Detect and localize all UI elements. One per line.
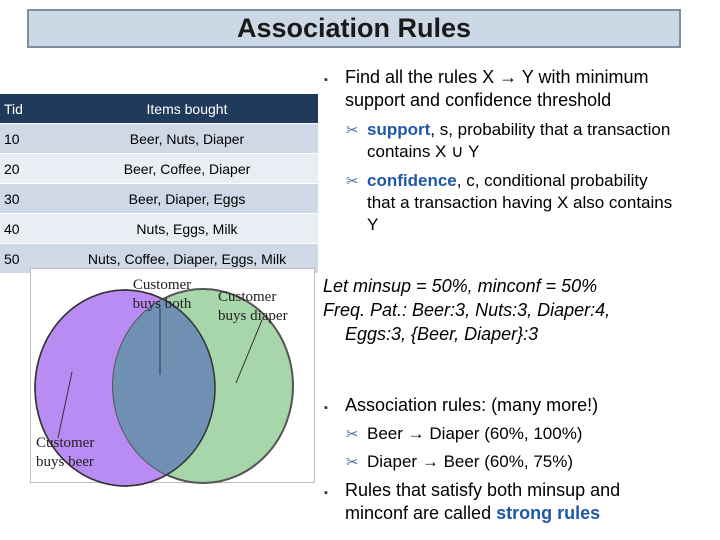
items-cell: Beer, Diaper, Eggs	[56, 184, 318, 214]
confidence-term: confidence	[367, 171, 457, 190]
scissors-icon: ✂	[346, 122, 359, 139]
label-customer-buys-diaper: Customer buys diaper	[218, 289, 288, 324]
confidence-def-line3: Y	[367, 215, 379, 234]
square-bullet-icon: ▪	[324, 402, 328, 414]
rules-heading: Association rules: (many more!)	[345, 395, 599, 415]
table-header-row	[0, 94, 318, 124]
freq-patterns-line2: Eggs:3, {Beer, Diaper}:3	[345, 324, 539, 344]
column-header-tid: Tid	[4, 100, 23, 117]
strong-rules-term: strong rules	[496, 503, 601, 523]
rule-antecedent: Diaper	[367, 452, 418, 471]
items-cell: Nuts, Eggs, Milk	[56, 214, 318, 244]
column-header-items: Items bought	[146, 100, 228, 117]
tid-cell: 10	[0, 124, 56, 154]
page-title: Association Rules	[236, 13, 472, 43]
bullet-text: Find all the rules X	[345, 67, 495, 87]
bullet-text-cont: Y with minimum	[521, 67, 649, 87]
transactions-table	[0, 94, 318, 273]
arrow-right-icon: →	[421, 452, 439, 471]
title-bar	[27, 9, 681, 48]
minsup-minconf-line: Let minsup = 50%, minconf = 50%	[323, 276, 598, 296]
tid-cell: 50	[0, 244, 56, 274]
scissors-icon: ✂	[346, 426, 359, 443]
scissors-icon: ✂	[346, 454, 359, 471]
arrow-right-icon: →	[499, 67, 518, 87]
rule-antecedent: Beer	[367, 424, 403, 443]
confidence-def: , c, conditional probability	[456, 171, 648, 190]
support-def: , s, probability that a transaction	[430, 120, 671, 139]
scissors-icon: ✂	[346, 173, 359, 190]
square-bullet-icon: ▪	[324, 487, 328, 499]
rule-consequent: Diaper (60%, 100%)	[429, 424, 583, 443]
tid-cell: 30	[0, 184, 56, 214]
confidence-def-line2: that a transaction having X also contains	[367, 193, 673, 212]
square-bullet-icon: ▪	[324, 74, 328, 86]
rule-consequent: Beer (60%, 75%)	[443, 452, 574, 471]
parameters-block	[323, 274, 720, 346]
tid-cell: 40	[0, 214, 56, 244]
label-customer-buys-both: Customer buys both	[132, 277, 192, 312]
support-term: support	[367, 120, 431, 139]
label-customer-buys-beer: Customer buys beer	[36, 435, 95, 470]
table-row	[0, 214, 318, 244]
items-cell: Beer, Coffee, Diaper	[56, 154, 318, 184]
table-row	[0, 184, 318, 214]
arrow-right-icon: →	[407, 424, 425, 443]
support-def-line2: contains X ∪ Y	[367, 142, 480, 161]
strong-rules-text-line2: minconf are called	[345, 503, 497, 523]
strong-rules-text: Rules that satisfy both minsup and	[345, 480, 621, 500]
items-cell: Nuts, Coffee, Diaper, Eggs, Milk	[56, 244, 318, 274]
table-row	[0, 154, 318, 184]
table-row	[0, 124, 318, 154]
bullet-text-line2: support and confidence threshold	[345, 90, 612, 110]
items-cell: Beer, Nuts, Diaper	[56, 124, 318, 154]
freq-patterns-line: Freq. Pat.: Beer:3, Nuts:3, Diaper:4,	[323, 300, 611, 320]
tid-cell: 20	[0, 154, 56, 184]
